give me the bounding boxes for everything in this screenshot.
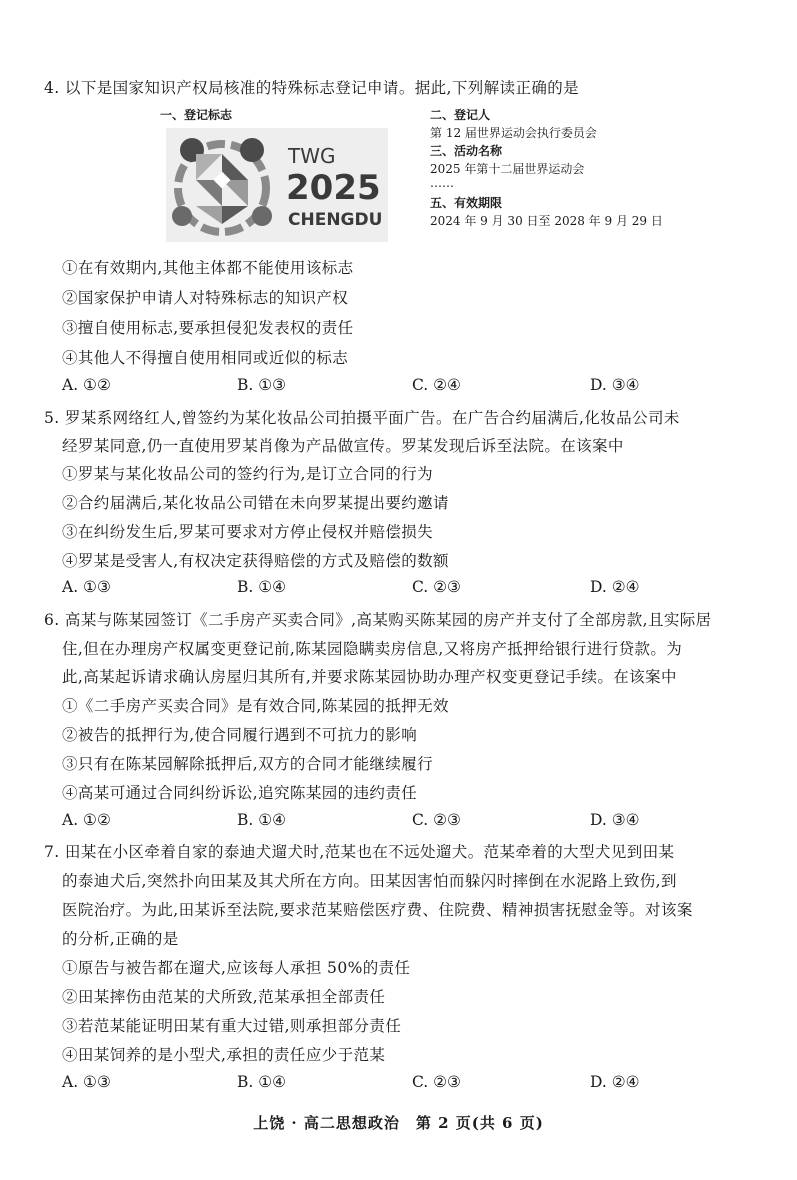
- q4-choice-d[interactable]: D. ③④: [590, 376, 640, 394]
- q6-option-1: ①《二手房产买卖合同》是有效合同,陈某园的抵押无效: [62, 697, 449, 715]
- q4-option-3: ③擅自使用标志,要承担侵犯发表权的责任: [62, 319, 354, 337]
- q7-stem-line-2: 的泰迪犬后,突然扑向田某及其犬所在方向。田某因害怕而躲闪时摔倒在水泥路上致伤,到: [62, 872, 677, 890]
- reg-section5-title: 五、有效期限: [430, 196, 503, 210]
- q4-choice-a[interactable]: A. ①②: [62, 376, 111, 394]
- q6-choice-d[interactable]: D. ③④: [590, 811, 640, 829]
- q5-stem-line-1: 5. 罗某系网络红人,曾签约为某化妆品公司拍摄平面广告。在广告合约届满后,化妆品公司未: [44, 409, 680, 427]
- q4-choice-b[interactable]: B. ①③: [237, 376, 287, 394]
- q6-stem-line-3: 此,高某起诉请求确认房屋归其所有,并要求陈某园协助办理产权变更登记手续。在该案中: [62, 668, 677, 686]
- q7-choice-b[interactable]: B. ①④: [237, 1073, 287, 1091]
- q5-stem-line-2: 经罗某同意,仍一直使用罗某肖像为产品做宣传。罗某发现后诉至法院。在该案中: [62, 437, 624, 455]
- page-footer: 上饶 · 高二思想政治 第 2 页(共 6 页): [253, 1114, 544, 1132]
- reg-section3-text: 2025 年第十二届世界运动会: [430, 162, 585, 176]
- q4-option-2: ②国家保护申请人对特殊标志的知识产权: [62, 289, 349, 307]
- q4-choices: [62, 376, 762, 398]
- twg-2025-logo: [166, 128, 388, 242]
- q7-stem-line-1: 7. 田某在小区牵着自家的泰迪犬遛犬时,范某也在不远处遛犬。范某牵着的大型犬见到田某: [44, 843, 675, 861]
- q4-option-1: ①在有效期内,其他主体都不能使用该标志: [62, 259, 354, 277]
- q6-choices: [62, 811, 762, 833]
- logo-text-year: 2025: [286, 168, 381, 208]
- reg-section3-title: 三、活动名称: [430, 144, 503, 158]
- reg-section5-text: 2024 年 9 月 30 日至 2028 年 9 月 29 日: [430, 214, 663, 228]
- q6-stem-line-1: 6. 高某与陈某园签订《二手房产买卖合同》,高某购买陈某园的房产并支付了全部房款,且实际居: [44, 611, 712, 629]
- q6-option-3: ③只有在陈某园解除抵押后,双方的合同才能继续履行: [62, 755, 434, 773]
- q7-choice-a[interactable]: A. ①③: [62, 1073, 111, 1091]
- q5-option-1: ①罗某与某化妆品公司的签约行为,是订立合同的行为: [62, 465, 434, 483]
- q7-option-1: ①原告与被告都在遛犬,应该每人承担 50%的责任: [62, 959, 411, 977]
- logo-text-city: CHENGDU: [288, 210, 383, 230]
- q5-choice-c[interactable]: C. ②③: [412, 578, 461, 596]
- q6-option-4: ④高某可通过合同纠纷诉讼,追究陈某园的违约责任: [62, 784, 418, 802]
- q7-stem-line-3: 医院治疗。为此,田某诉至法院,要求范某赔偿医疗费、住院费、精神损害抚慰金等。对该案: [62, 901, 693, 919]
- q5-option-4: ④罗某是受害人,有权决定获得赔偿的方式及赔偿的数额: [62, 552, 449, 570]
- q5-option-3: ③在纠纷发生后,罗某可要求对方停止侵权并赔偿损失: [62, 523, 434, 541]
- q7-option-3: ③若范某能证明田某有重大过错,则承担部分责任: [62, 1017, 402, 1035]
- q7-choice-c[interactable]: C. ②③: [412, 1073, 461, 1091]
- logo-text-twg: TWG: [288, 144, 336, 168]
- q4-registration-figure: [160, 104, 663, 244]
- q6-stem-line-2: 住,但在办理房产权属变更登记前,陈某园隐瞒卖房信息,又将房产抵押给银行进行贷款。为: [62, 640, 683, 658]
- q4-option-4: ④其他人不得擅自使用相同或近似的标志: [62, 349, 349, 367]
- q7-choice-d[interactable]: D. ②④: [590, 1073, 640, 1091]
- q4-stem: 4. 以下是国家知识产权局核准的特殊标志登记申请。据此,下列解读正确的是: [44, 79, 580, 97]
- q7-choices: [62, 1073, 762, 1095]
- reg-section1-title: 一、登记标志: [160, 108, 233, 122]
- q5-choice-b[interactable]: B. ①④: [237, 578, 287, 596]
- reg-ellipsis: ……: [430, 176, 454, 190]
- q7-option-4: ④田某饲养的是小型犬,承担的责任应少于范某: [62, 1046, 386, 1064]
- q6-choice-a[interactable]: A. ①②: [62, 811, 111, 829]
- q5-choice-a[interactable]: A. ①③: [62, 578, 111, 596]
- q5-choices: [62, 578, 762, 600]
- q6-choice-c[interactable]: C. ②③: [412, 811, 461, 829]
- reg-section2-text: 第 12 届世界运动会执行委员会: [430, 126, 597, 140]
- q5-choice-d[interactable]: D. ②④: [590, 578, 640, 596]
- q4-choice-c[interactable]: C. ②④: [412, 376, 461, 394]
- q6-option-2: ②被告的抵押行为,使合同履行遇到不可抗力的影响: [62, 726, 418, 744]
- reg-section2-title: 二、登记人: [430, 108, 491, 122]
- q7-option-2: ②田某摔伤由范某的犬所致,范某承担全部责任: [62, 988, 386, 1006]
- q6-choice-b[interactable]: B. ①④: [237, 811, 287, 829]
- q7-stem-line-4: 的分析,正确的是: [62, 930, 179, 948]
- q5-option-2: ②合约届满后,某化妆品公司错在未向罗某提出要约邀请: [62, 494, 449, 512]
